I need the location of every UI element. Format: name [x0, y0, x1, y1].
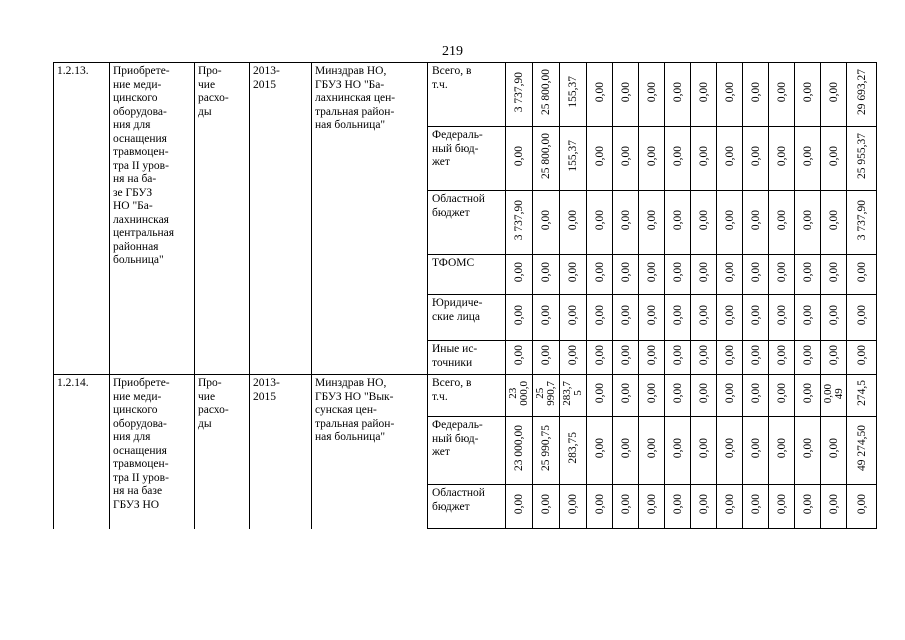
amount-value: 0,00 — [619, 494, 632, 515]
amount-cell — [533, 341, 560, 375]
amount-value: 0,00 49 — [821, 383, 845, 403]
amount-value: 0,00 — [593, 494, 606, 515]
amount-cell — [587, 417, 613, 485]
amount-value: 0,00 — [775, 305, 788, 326]
amount-cell — [769, 255, 795, 295]
amount-cell — [560, 63, 587, 127]
amount-cell — [717, 485, 743, 529]
amount-value: 0,00 — [513, 494, 525, 515]
amount-value: 0,00 — [645, 494, 658, 515]
amount-value: 0,00 — [749, 262, 762, 283]
amount-value: 0,00 — [697, 305, 710, 326]
amount-value: 0,00 — [723, 82, 736, 103]
amount-value: 0,00 — [827, 305, 840, 326]
amount-value: 0,00 — [855, 494, 868, 515]
amount-value: 0,00 — [697, 494, 710, 515]
amount-cell — [847, 255, 877, 295]
amount-value: 25 990,7 — [534, 380, 557, 406]
amount-value: 0,00 — [513, 146, 525, 167]
amount-value: 25 800,00 — [540, 69, 552, 116]
amount-value: 0,00 — [540, 262, 552, 283]
amount-value: 0,00 — [801, 494, 814, 515]
amount-value: 0,00 — [855, 262, 868, 283]
entry-code: 1.2.14. — [54, 375, 110, 529]
amount-value: 23 000,0 — [507, 380, 530, 406]
amount-cell — [533, 191, 560, 255]
amount-cell — [613, 191, 639, 255]
amount-cell — [639, 295, 665, 341]
funding-source: Всего, в т.ч. — [428, 63, 506, 127]
amount-cell — [639, 63, 665, 127]
amount-cell — [769, 191, 795, 255]
amount-value: 0,00 — [775, 210, 788, 231]
amount-cell — [795, 485, 821, 529]
amount-value: 0,00 — [619, 262, 632, 283]
amount-value: 0,00 — [697, 210, 710, 231]
amount-value: 0,00 — [697, 383, 710, 404]
amount-cell — [691, 127, 717, 191]
amount-value: 0,00 — [567, 305, 579, 326]
amount-cell — [587, 295, 613, 341]
page-number: 219 — [442, 44, 463, 59]
amount-value: 0,00 — [723, 438, 736, 459]
amount-value: 0,00 — [827, 146, 840, 167]
amount-value: 0,00 — [645, 383, 658, 404]
amount-value: 0,00 — [775, 262, 788, 283]
amount-value: 0,00 — [619, 305, 632, 326]
amount-cell — [560, 341, 587, 375]
amount-cell — [743, 255, 769, 295]
funding-source: Иные ис- точники — [428, 341, 506, 375]
amount-cell — [691, 295, 717, 341]
amount-cell — [587, 127, 613, 191]
amount-cell — [587, 191, 613, 255]
amount-value: 0,00 — [775, 438, 788, 459]
amount-value: 3 737,90 — [513, 72, 525, 113]
table-row — [54, 375, 877, 417]
amount-cell — [560, 191, 587, 255]
amount-cell — [743, 295, 769, 341]
amount-value: 0,00 — [671, 345, 684, 366]
entry-period: 2013- 2015 — [250, 375, 312, 529]
amount-cell — [717, 63, 743, 127]
amount-cell — [821, 417, 847, 485]
amount-value: 0,00 — [671, 82, 684, 103]
amount-cell — [560, 255, 587, 295]
amount-value: 0,00 — [801, 146, 814, 167]
amount-cell — [639, 255, 665, 295]
amount-value: 49 274,50 — [855, 425, 868, 472]
amount-value: 0,00 — [697, 345, 710, 366]
amount-value: 0,00 — [671, 262, 684, 283]
amount-cell — [769, 295, 795, 341]
amount-cell — [665, 127, 691, 191]
amount-value: 0,00 — [801, 383, 814, 404]
amount-cell — [795, 63, 821, 127]
amount-value: 0,00 — [697, 438, 710, 459]
amount-cell — [613, 375, 639, 417]
amount-cell — [691, 417, 717, 485]
amount-value: 0,00 — [775, 494, 788, 515]
amount-cell — [821, 191, 847, 255]
amount-cell — [717, 375, 743, 417]
amount-cell — [613, 255, 639, 295]
amount-value: 0,00 — [513, 305, 525, 326]
amount-value: 0,00 — [619, 383, 632, 404]
amount-value: 0,00 — [513, 262, 525, 283]
amount-cell — [795, 341, 821, 375]
amount-cell — [560, 127, 587, 191]
amount-cell — [613, 341, 639, 375]
amount-value: 0,00 — [697, 82, 710, 103]
amount-value: 0,00 — [749, 494, 762, 515]
amount-value: 0,00 — [671, 438, 684, 459]
amount-value: 29 693,27 — [855, 69, 868, 116]
amount-cell — [717, 295, 743, 341]
amount-cell — [743, 375, 769, 417]
amount-cell — [533, 485, 560, 529]
amount-cell — [665, 295, 691, 341]
entry-period: 2013- 2015 — [250, 63, 312, 375]
amount-cell — [847, 191, 877, 255]
funding-source: ТФОМС — [428, 255, 506, 295]
amount-value: 0,00 — [749, 438, 762, 459]
amount-value: 0,00 — [801, 438, 814, 459]
amount-value: 0,00 — [593, 146, 606, 167]
entry-code: 1.2.13. — [54, 63, 110, 375]
amount-cell — [639, 375, 665, 417]
amount-cell — [639, 417, 665, 485]
amount-value: 0,00 — [671, 383, 684, 404]
amount-value: 0,00 — [723, 305, 736, 326]
amount-value: 0,00 — [775, 383, 788, 404]
funding-source: Областной бюджет — [428, 485, 506, 529]
amount-value: 0,00 — [645, 438, 658, 459]
amount-cell — [769, 485, 795, 529]
amount-value: 0,00 — [645, 82, 658, 103]
amount-value: 0,00 — [645, 345, 658, 366]
amount-value: 0,00 — [697, 146, 710, 167]
amount-value: 0,00 — [567, 210, 579, 231]
amount-cell — [639, 127, 665, 191]
amount-cell — [560, 417, 587, 485]
amount-cell — [743, 127, 769, 191]
amount-cell — [506, 485, 533, 529]
amount-value: 0,00 — [801, 345, 814, 366]
amount-cell — [691, 485, 717, 529]
amount-cell — [821, 127, 847, 191]
amount-cell — [847, 127, 877, 191]
amount-value: 0,00 — [801, 262, 814, 283]
funding-source: Федераль- ный бюд- жет — [428, 417, 506, 485]
amount-cell — [533, 127, 560, 191]
amount-cell — [769, 63, 795, 127]
amount-value: 155,37 — [567, 140, 579, 173]
amount-cell — [769, 127, 795, 191]
amount-value: 0,00 — [749, 345, 762, 366]
amount-cell — [560, 485, 587, 529]
amount-cell — [717, 127, 743, 191]
amount-cell — [691, 191, 717, 255]
amount-cell — [691, 63, 717, 127]
amount-value: 0,00 — [540, 494, 552, 515]
amount-value: 0,00 — [513, 345, 525, 366]
amount-cell — [769, 341, 795, 375]
entry-executor: Минздрав НО, ГБУЗ НО "Ба- лахнинская цен- тральная район- ная больница" — [312, 63, 428, 375]
amount-cell — [691, 375, 717, 417]
amount-value: 0,00 — [723, 146, 736, 167]
amount-value: 0,00 — [540, 345, 552, 366]
amount-value: 0,00 — [855, 305, 868, 326]
amount-value: 155,37 — [567, 76, 579, 109]
amount-value: 0,00 — [801, 82, 814, 103]
amount-value: 0,00 — [749, 383, 762, 404]
amount-value: 0,00 — [619, 438, 632, 459]
amount-value: 0,00 — [593, 262, 606, 283]
amount-cell — [587, 255, 613, 295]
amount-cell — [743, 191, 769, 255]
amount-cell — [717, 341, 743, 375]
amount-value: 0,00 — [619, 82, 632, 103]
amount-cell — [613, 127, 639, 191]
amount-value: 0,00 — [567, 345, 579, 366]
amount-value: 0,00 — [540, 210, 552, 231]
amount-cell — [613, 295, 639, 341]
amount-cell — [795, 375, 821, 417]
amount-cell — [587, 375, 613, 417]
amount-value: 0,00 — [593, 210, 606, 231]
amount-cell — [743, 341, 769, 375]
amount-cell — [665, 417, 691, 485]
amount-value: 23 000,00 — [513, 425, 525, 472]
amount-value: 0,00 — [645, 305, 658, 326]
amount-value: 0,00 — [775, 146, 788, 167]
amount-value: 0,00 — [645, 210, 658, 231]
amount-value: 0,00 — [801, 210, 814, 231]
amount-value: 0,00 — [749, 146, 762, 167]
amount-value: 0,00 — [671, 305, 684, 326]
amount-cell — [613, 485, 639, 529]
amount-cell — [847, 485, 877, 529]
amount-cell — [639, 485, 665, 529]
amount-cell — [743, 63, 769, 127]
amount-value: 0,00 — [775, 82, 788, 103]
entry-category: Про- чие расхо- ды — [195, 375, 250, 529]
amount-value: 0,00 — [723, 494, 736, 515]
amount-cell — [506, 375, 533, 417]
amount-cell — [587, 63, 613, 127]
amount-cell — [821, 295, 847, 341]
amount-cell — [795, 295, 821, 341]
funding-source: Областной бюджет — [428, 191, 506, 255]
amount-cell — [506, 341, 533, 375]
amount-cell — [506, 295, 533, 341]
amount-value: 0,00 — [671, 146, 684, 167]
amount-cell — [821, 341, 847, 375]
amount-cell — [795, 417, 821, 485]
amount-value: 0,00 — [775, 345, 788, 366]
amount-cell — [533, 255, 560, 295]
amount-cell — [560, 375, 587, 417]
amount-cell — [560, 295, 587, 341]
amount-value: 25 800,00 — [540, 133, 552, 180]
amount-cell — [665, 63, 691, 127]
amount-cell — [847, 341, 877, 375]
amount-value: 0,00 — [567, 262, 579, 283]
amount-value: 0,00 — [827, 438, 840, 459]
amount-value: 0,00 — [593, 438, 606, 459]
amount-value: 0,00 — [697, 262, 710, 283]
amount-cell — [587, 341, 613, 375]
amount-value: 0,00 — [567, 494, 579, 515]
amount-cell — [795, 191, 821, 255]
amount-cell — [587, 485, 613, 529]
amount-cell — [743, 417, 769, 485]
amount-cell — [769, 417, 795, 485]
amount-cell — [506, 191, 533, 255]
amount-value: 25 955,37 — [855, 133, 868, 180]
amount-value: 274,5 — [855, 380, 868, 407]
amount-cell — [506, 417, 533, 485]
amount-value: 0,00 — [619, 345, 632, 366]
amount-value: 0,00 — [645, 146, 658, 167]
amount-value: 0,00 — [723, 262, 736, 283]
amount-cell — [613, 417, 639, 485]
amount-cell — [665, 485, 691, 529]
amount-cell — [665, 375, 691, 417]
amount-cell — [795, 127, 821, 191]
amount-value: 0,00 — [749, 305, 762, 326]
amount-cell — [506, 63, 533, 127]
amount-cell — [717, 417, 743, 485]
amount-value: 0,00 — [801, 305, 814, 326]
amount-cell — [691, 255, 717, 295]
amount-value: 0,00 — [593, 383, 606, 404]
amount-cell — [717, 191, 743, 255]
amount-value: 0,00 — [827, 494, 840, 515]
amount-value: 0,00 — [855, 345, 868, 366]
amount-cell — [847, 63, 877, 127]
amount-cell — [717, 255, 743, 295]
budget-table — [53, 62, 877, 529]
entry-name: Приобрете- ние меди- цинского оборудова- ния для оснащения травмоцен- тра II уров- ня на ба- зе ГБУЗ НО "Ба- лахнинская центральная районная больница" — [110, 63, 195, 375]
amount-cell — [821, 255, 847, 295]
amount-value: 0,00 — [749, 210, 762, 231]
amount-value: 0,00 — [827, 262, 840, 283]
amount-value: 0,00 — [827, 82, 840, 103]
amount-value: 0,00 — [619, 146, 632, 167]
amount-cell — [847, 295, 877, 341]
amount-cell — [795, 255, 821, 295]
amount-value: 3 737,90 — [513, 200, 525, 241]
funding-source: Юридиче- ские лица — [428, 295, 506, 341]
table-row — [54, 63, 877, 127]
amount-cell — [533, 417, 560, 485]
amount-value: 0,00 — [619, 210, 632, 231]
amount-value: 283,7 5 — [561, 380, 584, 406]
amount-cell — [613, 63, 639, 127]
amount-value: 0,00 — [723, 345, 736, 366]
amount-value: 0,00 — [827, 210, 840, 231]
amount-cell — [533, 63, 560, 127]
entry-name: Приобрете- ние меди- цинского оборудова- ния для оснащения травмоцен- тра II уров- ня на базе ГБУЗ НО — [110, 375, 195, 529]
amount-value: 0,00 — [723, 210, 736, 231]
amount-cell — [847, 375, 877, 417]
amount-cell — [769, 375, 795, 417]
amount-cell — [691, 341, 717, 375]
amount-value: 0,00 — [593, 305, 606, 326]
amount-cell — [743, 485, 769, 529]
amount-value: 0,00 — [645, 262, 658, 283]
amount-value: 3 737,90 — [855, 200, 868, 241]
amount-cell — [821, 63, 847, 127]
amount-value: 0,00 — [593, 82, 606, 103]
amount-cell — [847, 417, 877, 485]
amount-cell — [665, 191, 691, 255]
amount-value: 0,00 — [827, 345, 840, 366]
amount-value: 0,00 — [540, 305, 552, 326]
amount-cell — [821, 485, 847, 529]
entry-executor: Минздрав НО, ГБУЗ НО "Вык- сунская цен- тральная район- ная больница" — [312, 375, 428, 529]
amount-cell — [665, 255, 691, 295]
funding-source: Всего, в т.ч. — [428, 375, 506, 417]
amount-value: 0,00 — [593, 345, 606, 366]
amount-value: 0,00 — [749, 82, 762, 103]
amount-cell — [506, 127, 533, 191]
amount-value: 25 990,75 — [540, 425, 552, 472]
entry-category: Про- чие расхо- ды — [195, 63, 250, 375]
amount-cell — [639, 191, 665, 255]
amount-value: 283,75 — [567, 432, 579, 465]
amount-value: 0,00 — [671, 210, 684, 231]
amount-value: 0,00 — [723, 383, 736, 404]
funding-source: Федераль- ный бюд- жет — [428, 127, 506, 191]
amount-cell — [821, 375, 847, 417]
amount-value: 0,00 — [671, 494, 684, 515]
amount-cell — [639, 341, 665, 375]
amount-cell — [665, 341, 691, 375]
amount-cell — [533, 295, 560, 341]
amount-cell — [533, 375, 560, 417]
amount-cell — [506, 255, 533, 295]
